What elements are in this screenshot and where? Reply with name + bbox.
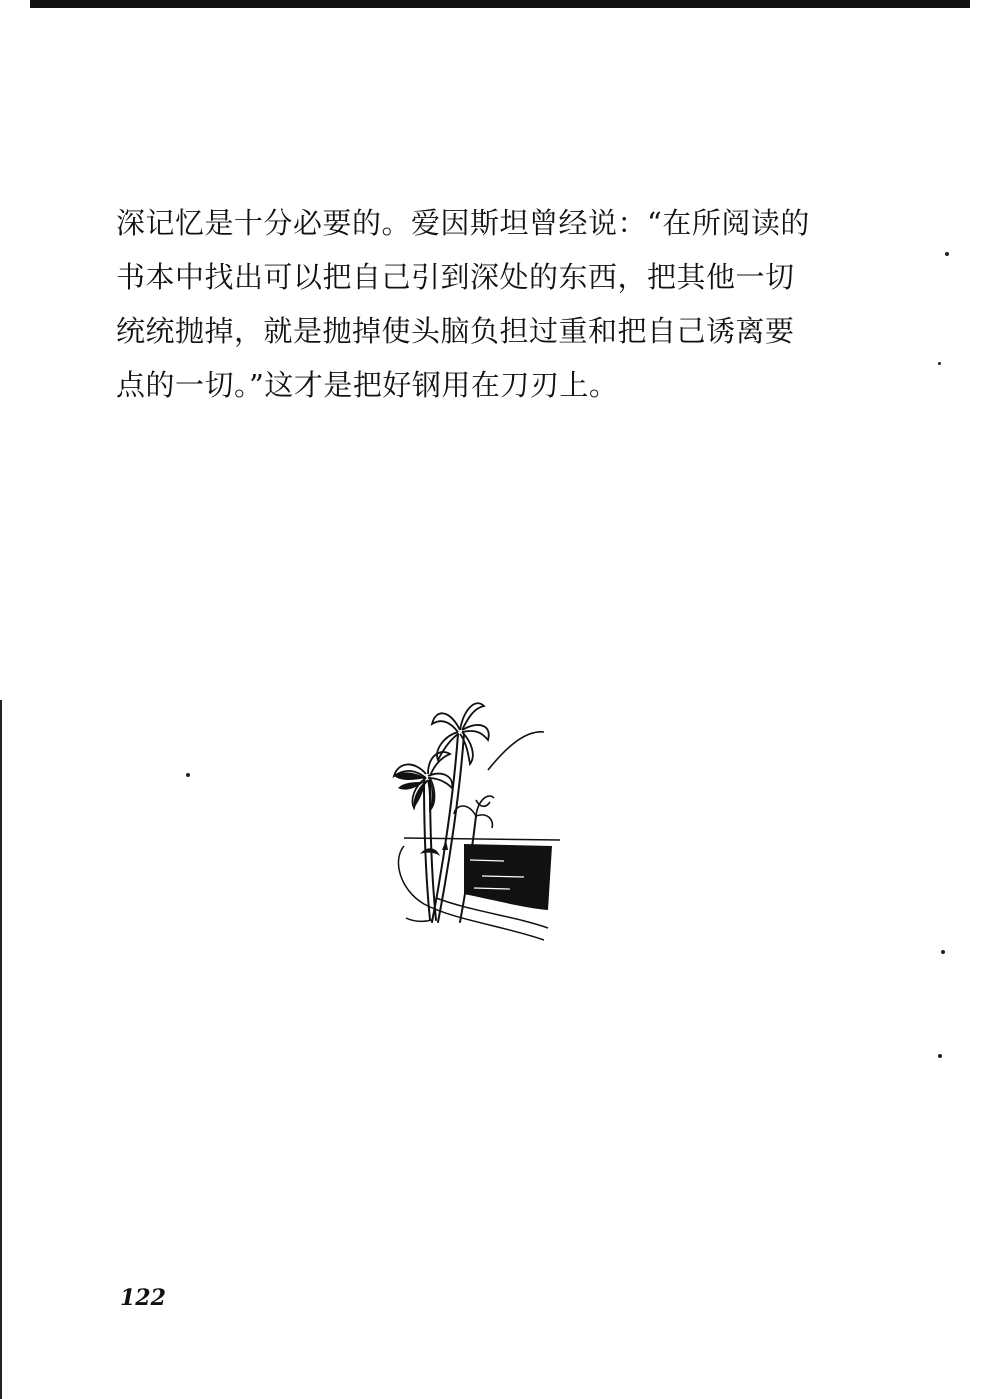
print-speck (186, 773, 190, 777)
body-line-2: 书本中找出可以把自己引到深处的东西，把其他一切 (116, 260, 795, 294)
third-palm (454, 796, 494, 828)
body-line-3: 统统抛掉，就是抛掉使头脑负担过重和把自己诱离要 (116, 314, 795, 348)
print-speck (938, 1054, 942, 1058)
palm-trees-illustration (384, 690, 564, 950)
print-speck (938, 362, 941, 365)
print-speck (945, 252, 949, 256)
horizon-line (404, 838, 560, 840)
print-speck (941, 950, 945, 954)
body-line-4: 点的一切。”这才是把好钢用在刀刃上。 (116, 368, 619, 402)
top-border-rule (30, 0, 970, 8)
body-paragraph (116, 196, 836, 412)
left-margin-edge (0, 700, 2, 1399)
distant-hills (476, 732, 544, 806)
page-number: 122 (120, 1285, 166, 1311)
sea-dark-water (464, 844, 552, 910)
palm-fronds (394, 703, 489, 810)
body-line-1: 深记忆是十分必要的。爱因斯坦曾经说：“在所阅读的 (116, 206, 810, 240)
